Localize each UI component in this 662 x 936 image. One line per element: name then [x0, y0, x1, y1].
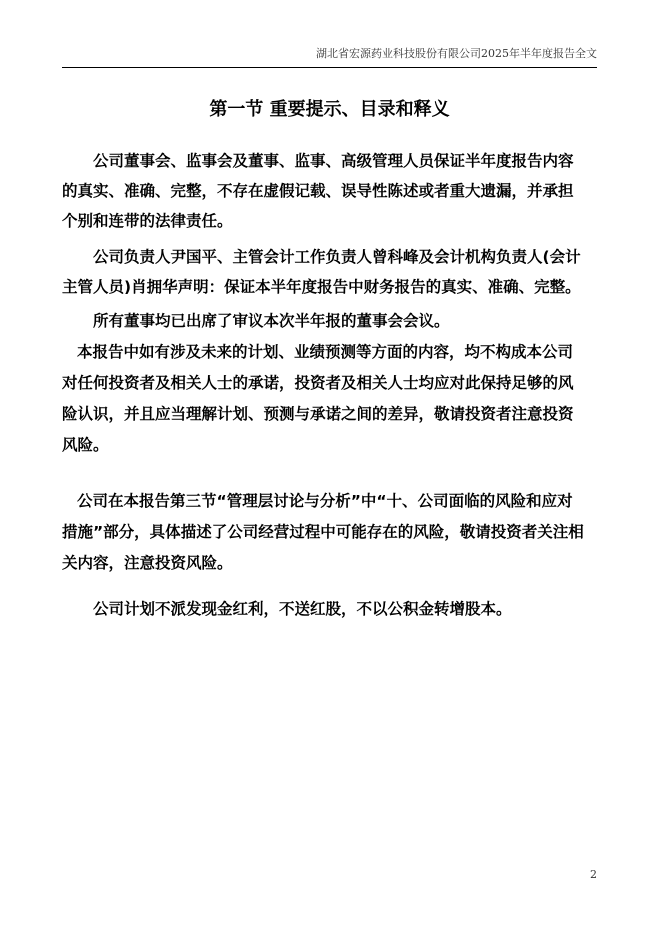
- section-title: 第一节 重要提示、目录和释义: [209, 99, 450, 120]
- paragraph-risk-reference: 公司在本报告第三节“管理层讨论与分析”中“十、公司面临的风险和应对措施”部分，具体描述了公司经营过程中可能存在的风险，敬请投资者关注相关内容，注意投资风险。: [62, 492, 584, 572]
- paragraph-forward-looking-disclaimer: 本报告中如有涉及未来的计划、业绩预测等方面的内容，均不构成本公司对任何投资者及相关人士的承诺，投资者及相关人士均应对此保持足够的风险认识，并且应当理解计划、预测与承诺之间的差异，敬请投资者注意投资风险。: [62, 343, 574, 454]
- paragraph-directors-attendance: 所有董事均已出席了审议本次半年报的董事会会议。: [93, 312, 450, 330]
- paragraph-officer-declaration: 公司负责人尹国平、主管会计工作负责人曾科峰及会计机构负责人(会计主管人员)肖拥华声明：保证本半年度报告中财务报告的真实、准确、完整。: [62, 248, 581, 296]
- page-number: 2: [590, 868, 597, 881]
- page-header: 湖北省宏源药业科技股份有限公司2025年半年度报告全文: [62, 45, 597, 68]
- paragraph-board-guarantee: 公司董事会、监事会及董事、监事、高级管理人员保证半年度报告内容的真实、准确、完整，不存在虚假记载、误导性陈述或者重大遗漏，并承担个别和连带的法律责任。: [62, 152, 574, 230]
- paragraph-dividend-plan: 公司计划不派发现金红利，不送红股，不以公积金转增股本。: [93, 600, 512, 618]
